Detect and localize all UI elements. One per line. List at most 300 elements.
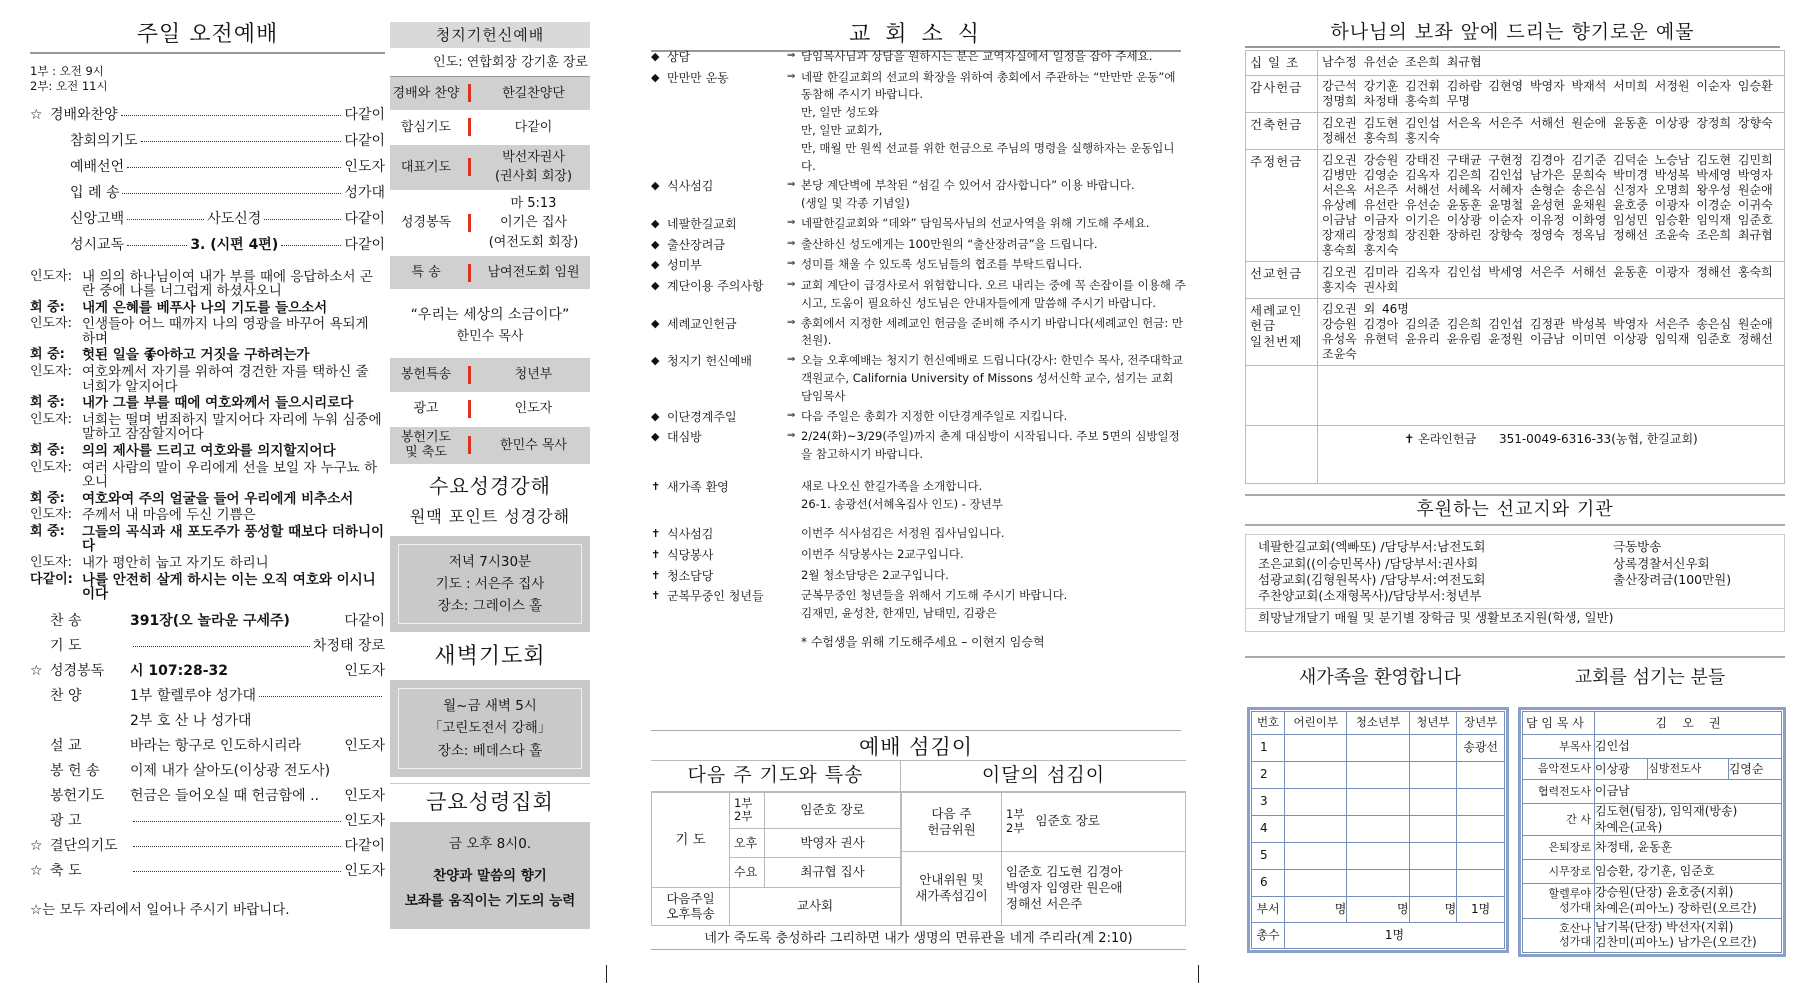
news-text: 2/24(화)~3/29(주일)까지 춘계 대심방이 시작됩니다. 주보 5면의 심방일정을 참고하시기 바랍니다. bbox=[801, 429, 1180, 461]
reading-speaker: 회 중: bbox=[30, 347, 65, 363]
panel-offering bbox=[1235, 0, 1795, 992]
servant-role: 부목사 bbox=[1523, 735, 1595, 759]
reading-line bbox=[30, 525, 385, 554]
news-note: * 수험생을 위해 기도해주세요 – 이현지 임승혁 bbox=[801, 634, 1045, 649]
stand-note: ☆는 모두 자리에서 일어나 주시기 바랍니다. bbox=[30, 901, 290, 918]
newfamily-row bbox=[1252, 815, 1505, 842]
order-detail: 사도신경 bbox=[207, 210, 262, 227]
news-text: 다음 주일은 총회가 지정한 이단경계주일로 지킵니다. bbox=[801, 408, 1068, 423]
wednesday-time: 저녁 7시30분 bbox=[448, 553, 532, 570]
order-detail: 1부 할렐루야 성가대 bbox=[130, 687, 256, 704]
offering-names: 김오권 강승원 강태진 구태균 구현정 김경아 김기준 김덕순 노승남 김도현 김민희 김병만 김영순 김옥자 김은희 김인섭 남가은 문희숙 박미경 박성복 박세영 박영자 서은옥 서은주 서해선 서혜옥 서혜자 손형순 송은심 신정자 오명희 왕우성 원순애 유상례 유선란 유선순 윤동훈 윤명철 윤성현 윤채원 윤호중 이광자 이경순 이귀숙 이금남 이금자 이기은 이상광 이순자 이유정 이화영 임성민 임승환 임익재 임준호 장재리 장정희 장진환 장하린 장향숙 정영숙 정옥님 정해선 조윤숙 조은희 최규협 홍숙희 홍지숙 bbox=[1318, 149, 1785, 261]
news-label: 새가족 환영 bbox=[667, 479, 729, 494]
panel-sunday bbox=[0, 0, 600, 992]
servant-name: 강승원(단장) 윤호중(지휘) 차예은(피아노) 장하린(오르간) bbox=[1595, 884, 1782, 919]
reading-speaker: 인도자: bbox=[30, 459, 73, 475]
reading-line bbox=[30, 492, 385, 507]
order-item bbox=[30, 106, 385, 132]
steward-row-value: 다같이 bbox=[514, 119, 553, 135]
order-label: 신앙고백 bbox=[70, 210, 125, 227]
reading-line bbox=[30, 556, 385, 571]
worship-order bbox=[30, 106, 385, 262]
steward-row-label: 광고 bbox=[413, 401, 439, 417]
dawn-box bbox=[390, 680, 590, 777]
newfamily-cell bbox=[1285, 761, 1347, 788]
offering-row bbox=[1246, 261, 1785, 298]
servant-name: 임승환, 강기훈, 임준호 bbox=[1595, 860, 1782, 884]
news-bullet: ◆ bbox=[651, 354, 660, 368]
news-item bbox=[651, 315, 1186, 351]
news-text: 네팔 한길교회의 선교의 확장을 위하여 총회에서 주관하는 “만만만 운동”에 동참해 주시기 바랍니다. 만, 일만 성도와 만, 일만 교회가, 만, 매월 만 원씩 선교를 위한 헌금으로 주님의 명령을 실행하자는 운동입니다. bbox=[801, 69, 1176, 173]
prayer-k1: 1부 2부 bbox=[730, 792, 765, 829]
news-item bbox=[651, 215, 1186, 234]
reading-text: 내가 평안히 눕고 자기도 하리니 bbox=[82, 554, 269, 571]
order-item bbox=[30, 236, 385, 262]
reading-text: 여호와께서 자기를 위하여 경건한 자를 택하신 줄 너희가 알지어다 bbox=[82, 364, 369, 395]
divider-bar bbox=[468, 158, 471, 176]
divider-bar bbox=[468, 400, 471, 418]
order-item bbox=[30, 132, 385, 158]
newfamily-cell: 6 bbox=[1252, 869, 1285, 896]
news-bullet: ◆ bbox=[651, 179, 660, 193]
newfamily-col: 청년부 bbox=[1409, 712, 1457, 735]
order-label: 경배와찬양 bbox=[50, 106, 118, 123]
steward-row-label: 경배와 찬양 bbox=[392, 85, 460, 101]
servant-role: 간 사 bbox=[1523, 803, 1595, 835]
order-item bbox=[30, 762, 385, 787]
divider-bar bbox=[468, 118, 471, 136]
steward-row bbox=[390, 77, 590, 111]
offering-type: 십 일 조 bbox=[1246, 51, 1318, 76]
newfamily-cell: 2 bbox=[1252, 761, 1285, 788]
order-person: 인도자 bbox=[344, 787, 385, 804]
wednesday-sub: 원맥 포인트 성경강해 bbox=[409, 506, 571, 526]
news-arrow: ⇒ bbox=[787, 217, 796, 229]
newfamily-cell: 4 bbox=[1252, 815, 1285, 842]
sermon-preacher: 한민수 목사 bbox=[456, 329, 524, 345]
friday-theme-2: 보좌를 움직이는 기도의 능력 bbox=[404, 892, 576, 909]
newfamily-sum-cell: 명 bbox=[1409, 896, 1457, 922]
news-text: 네팔한길교회와 “데와” 담임목사님의 선교사역을 위해 기도해 주세요. bbox=[801, 216, 1150, 231]
guide-value: 임준호 김도현 김경아 박영자 임영란 원은애 정해선 서은주 bbox=[1002, 851, 1186, 925]
special-label: 다음주일 오후특송 bbox=[652, 887, 730, 925]
news-arrow: ⇒ bbox=[787, 354, 796, 366]
newfamily-sum-cell: 명 bbox=[1347, 896, 1409, 922]
order-person: 인도자 bbox=[344, 158, 385, 175]
news-text: 교회 계단이 급경사로서 위험합니다. 오르 내리는 중에 꼭 손잡이를 이용해 주시고, 도움이 필요하신 성도님은 안내자들에게 말씀해 주시기 바랍니다. bbox=[801, 277, 1186, 310]
servant-role: 은퇴장로 bbox=[1523, 836, 1595, 860]
offering-type: 주정헌금 bbox=[1246, 149, 1318, 261]
fold-line-1 bbox=[606, 965, 607, 983]
pastor-label: 담 임 목 사 bbox=[1523, 712, 1595, 735]
servant-name: 김도현(팀장), 임익재(방송) 차예은(교육) bbox=[1595, 803, 1782, 835]
order-person: 다같이 bbox=[344, 612, 385, 629]
order-person: 다같이 bbox=[344, 106, 385, 123]
steward-row bbox=[390, 145, 590, 191]
order-person: 다같이 bbox=[344, 837, 385, 854]
order-label: 예배선언 bbox=[70, 158, 125, 175]
newfamily-sum-cell: 부서 bbox=[1252, 896, 1285, 922]
newfamily-col: 청소년부 bbox=[1347, 712, 1409, 735]
prayer-k2: 오후 bbox=[730, 829, 765, 858]
finance-v: 임준호 장로 bbox=[1032, 792, 1186, 851]
dawn-title: 새벽기도회 bbox=[434, 644, 546, 670]
newfamily-col: 번호 bbox=[1252, 712, 1285, 735]
servant-row bbox=[1523, 918, 1782, 953]
news-bullet: ✝ bbox=[651, 548, 661, 561]
servant-row bbox=[1523, 759, 1782, 780]
news-label: 군복무중인 청년들 bbox=[667, 589, 764, 604]
reading-text: 여러 사람의 말이 우리에게 선을 보일 자 누구뇨 하오니 bbox=[82, 459, 378, 491]
news-arrow: ⇒ bbox=[787, 278, 796, 290]
newfamily-cell bbox=[1347, 869, 1409, 896]
servants-header bbox=[1523, 712, 1782, 735]
reading-speaker: 다같이: bbox=[30, 571, 73, 587]
service-times bbox=[30, 64, 385, 94]
servants-title: 교회를 섬기는 분들 bbox=[1515, 656, 1785, 690]
order-item bbox=[30, 612, 385, 637]
offering-names: 김오권 김도현 김인섭 서은옥 서은주 서해선 원순애 윤동훈 이상광 장정희 장향숙 정해선 홍숙희 홍지숙 bbox=[1318, 112, 1785, 149]
reading-line bbox=[30, 461, 385, 490]
serving-area bbox=[651, 760, 1186, 950]
wednesday-box bbox=[390, 536, 590, 633]
order-person: 차정태 장로 bbox=[312, 637, 385, 654]
order-item bbox=[30, 862, 385, 887]
steward-row-label: 봉헌기도 및 축도 bbox=[400, 429, 452, 461]
newfamily-cell bbox=[1457, 788, 1505, 815]
prayer-v3: 최규협 집사 bbox=[765, 858, 901, 887]
reading-speaker: 회 중: bbox=[30, 299, 65, 315]
news-text: 담임목사님과 상담을 원하시는 분은 교역자실에서 일정을 잡아 주세요. bbox=[801, 49, 1153, 63]
servant-name: 김인섭 bbox=[1595, 735, 1782, 759]
newfamily-cell bbox=[1409, 869, 1457, 896]
newfamily-cell bbox=[1285, 788, 1347, 815]
newfamily-col: 어린이부 bbox=[1285, 712, 1347, 735]
dawn-topic: 「고린도전서 강해」 bbox=[428, 720, 552, 737]
order-detail: 헌금은 들어오실 때 헌금함에 .. bbox=[130, 787, 319, 804]
star-marker: ☆ bbox=[30, 837, 43, 854]
news-list bbox=[651, 48, 1186, 651]
newfamily-row bbox=[1252, 869, 1505, 896]
servant-role: 호산나 성가대 bbox=[1523, 918, 1595, 953]
news-item bbox=[651, 48, 1186, 67]
newfamily-sum bbox=[1252, 896, 1505, 922]
news-bullet: ✝ bbox=[651, 568, 661, 582]
news-item bbox=[651, 428, 1186, 464]
divider-bar bbox=[468, 214, 471, 232]
reading-speaker: 회 중: bbox=[30, 395, 65, 411]
order-detail: 3. (시편 4편) bbox=[190, 236, 279, 253]
offering-row bbox=[1246, 298, 1785, 365]
divider-bar bbox=[468, 366, 471, 384]
newfamily-cell bbox=[1347, 734, 1409, 761]
offering-title: 하나님의 보좌 앞에 드리는 향기로운 예물 bbox=[1245, 20, 1780, 48]
news-label: 청소담당 bbox=[667, 568, 714, 583]
servant-row bbox=[1523, 836, 1782, 860]
serving-title: 예배 섬김이 bbox=[651, 730, 1181, 761]
reading-text: 내 의의 하나님이여 내가 부를 때에 응답하소서 곤란 중에 나를 너그럽게 하셨사오니 bbox=[82, 268, 373, 300]
missions-left bbox=[1258, 539, 1613, 604]
newfamily-sum-cell: 명 bbox=[1285, 896, 1347, 922]
servant-name: 김영순 bbox=[1728, 759, 1781, 780]
newfamily-row bbox=[1252, 734, 1505, 761]
reading-line bbox=[30, 270, 385, 299]
news-text: 출산하신 성도에게는 100만원의 “출산장려금”을 드립니다. bbox=[801, 236, 1098, 251]
reading-speaker: 인도자: bbox=[30, 316, 73, 332]
mission-support: 상록경찰서신우회 bbox=[1613, 555, 1710, 571]
missions-title: 후원하는 선교지와 기관 bbox=[1245, 494, 1785, 526]
order-item bbox=[30, 158, 385, 184]
news-text: 본당 계단벽에 부착된 “섬길 수 있어서 감사합니다” 이용 바랍니다. (생일 및 각종 기념일) bbox=[801, 178, 1135, 211]
newfamily-cell bbox=[1347, 788, 1409, 815]
newfamily-cell bbox=[1457, 842, 1505, 869]
order-person: 인도자 bbox=[344, 737, 385, 754]
offering-row bbox=[1246, 112, 1785, 149]
friday-theme: 찬양과 말씀의 향기 bbox=[433, 868, 547, 885]
order-label: 찬 양 bbox=[50, 687, 82, 704]
offering-type: 건축헌금 bbox=[1246, 112, 1318, 149]
newfamily-cell: 3 bbox=[1252, 788, 1285, 815]
panel-news bbox=[645, 0, 1190, 992]
order-item bbox=[30, 837, 385, 862]
news-bullet: ◆ bbox=[651, 50, 660, 63]
steward-row bbox=[390, 111, 590, 145]
mission-item: 네팔한길교회(엑빠또) /담당부서:남전도회 bbox=[1258, 539, 1486, 555]
friday-box bbox=[390, 822, 590, 929]
order-item bbox=[30, 184, 385, 210]
offering-names: 김오권 외 46명 강승원 김경아 김의준 김은희 김인섭 김정관 박성복 박영자 서은주 송은심 원순애 유성옥 유현덕 윤유리 윤유림 윤정원 이금남 이미연 이상광 임익재 임준호 정해선 조윤숙 bbox=[1318, 298, 1785, 365]
news-text: 새로 나오신 한길가족을 소개합니다. 26-1. 송광선(서혜옥집사 인도) - 장년부 bbox=[801, 478, 1003, 511]
steward-row bbox=[390, 427, 590, 465]
news-arrow: ⇒ bbox=[787, 316, 796, 328]
steward-row bbox=[390, 256, 590, 290]
wednesday-title: 수요성경강해 bbox=[429, 473, 551, 498]
order-label: 축 도 bbox=[50, 862, 82, 879]
servants-box bbox=[1518, 707, 1786, 957]
prayer-v1: 임준호 장로 bbox=[765, 792, 901, 829]
news-text: 이번주 식사섬김은 서정원 집사님입니다. bbox=[801, 526, 1005, 541]
newfamily-cell bbox=[1285, 842, 1347, 869]
offering-names: 강근석 강기훈 김건휘 김하람 김현영 박영자 박재석 서미희 서정원 이순자 임승환 정명희 차정태 홍숙희 무명 bbox=[1318, 75, 1785, 112]
steward-row-value: 인도자 bbox=[514, 401, 553, 417]
news-bullet: ◆ bbox=[651, 278, 660, 292]
news-label: 상담 bbox=[667, 50, 691, 64]
order-label: 결단의기도 bbox=[50, 837, 118, 854]
newfamily-cell bbox=[1457, 761, 1505, 788]
wednesday-prayer: 기도 : 서은주 집사 bbox=[435, 575, 545, 592]
order-label: 봉 헌 송 bbox=[50, 762, 100, 779]
order-detail: 시 107:28-32 bbox=[130, 662, 228, 679]
steward-row-value: 마 5:13 이기은 집사 (여전도회 회장) bbox=[488, 195, 579, 250]
newfamily-cell bbox=[1347, 815, 1409, 842]
next-week-title: 다음 주 기도와 특송 bbox=[651, 761, 901, 791]
newfamily-cell bbox=[1347, 761, 1409, 788]
prayer-table bbox=[651, 792, 901, 926]
reading-speaker: 회 중: bbox=[30, 490, 65, 506]
newfamily-cell: 5 bbox=[1252, 842, 1285, 869]
steward-row-value: 박선자권사 (권사회 회장) bbox=[494, 149, 573, 185]
order-label: 참회의기도 bbox=[70, 132, 138, 149]
order-label: 기 도 bbox=[50, 637, 82, 654]
responsive-reading bbox=[30, 270, 385, 602]
newfamily-cell bbox=[1285, 815, 1347, 842]
newfamily-sum-cell: 1명 bbox=[1457, 896, 1505, 922]
order-person: 다같이 bbox=[344, 132, 385, 149]
newfamily-col: 장년부 bbox=[1457, 712, 1505, 735]
news-text: 총회에서 지정한 세례교인 헌금을 준비해 주시기 바랍니다(세례교인 헌금: 만 천원). bbox=[801, 315, 1183, 348]
newfamily-row bbox=[1252, 761, 1505, 788]
online-offering: ✝ 온라인헌금 351-0049-6316-33(농협, 한길교회) bbox=[1318, 425, 1785, 483]
reading-line bbox=[30, 396, 385, 411]
prayer-k3: 수요 bbox=[730, 858, 765, 887]
order-item bbox=[30, 812, 385, 837]
finance-label: 다음 주 헌금위원 bbox=[902, 792, 1002, 851]
steward-row-label: 대표기도 bbox=[400, 159, 452, 175]
star-marker: ☆ bbox=[30, 106, 43, 123]
pastor-name: 김 오 권 bbox=[1595, 712, 1782, 735]
order-detail: 이제 내가 살아도(이상광 전도사) bbox=[130, 762, 331, 779]
reading-speaker: 인도자: bbox=[30, 554, 73, 570]
newfamily-cell bbox=[1285, 869, 1347, 896]
steward-row-label: 특 송 bbox=[411, 265, 441, 280]
newfamily-cell bbox=[1457, 815, 1505, 842]
servant-role: 할렐루야 성가대 bbox=[1523, 884, 1595, 919]
reading-text: 헛된 일을 좋아하고 거짓을 구하려는가 bbox=[82, 347, 310, 364]
reading-line bbox=[30, 317, 385, 346]
servants-table bbox=[1522, 711, 1782, 953]
mission-item: 섬광교회(김형원목사) /담당부서:여전도회 bbox=[1258, 571, 1486, 587]
news-arrow: ⇒ bbox=[787, 258, 796, 270]
servant-role: 심방전도사 bbox=[1648, 759, 1729, 780]
offering-row bbox=[1246, 51, 1785, 76]
news-label: 식당봉사 bbox=[667, 548, 714, 562]
order-detail: 바라는 항구로 인도하시리라 bbox=[130, 737, 302, 754]
missions-box bbox=[1245, 534, 1785, 609]
reading-text: 주께서 내 마음에 두신 기쁨은 bbox=[82, 507, 256, 524]
order-person: 인도자 bbox=[344, 812, 385, 829]
news-arrow: ⇒ bbox=[787, 179, 796, 191]
dawn-time: 월~금 새벽 5시 bbox=[443, 698, 537, 714]
servant-name: 이금남 bbox=[1595, 779, 1782, 803]
servant-row bbox=[1523, 779, 1782, 803]
news-item bbox=[651, 525, 1186, 544]
offering-row bbox=[1246, 75, 1785, 112]
steward-column bbox=[390, 22, 590, 929]
news-label: 세례교인헌금 bbox=[667, 316, 737, 331]
news-label: 성미부 bbox=[667, 258, 702, 273]
newfamily-cell bbox=[1409, 788, 1457, 815]
order-label: 광 고 bbox=[50, 812, 82, 829]
prayer-v2: 박영자 권사 bbox=[765, 829, 901, 858]
newfamily-cell: 송광선 bbox=[1457, 734, 1505, 761]
divider-bar bbox=[468, 436, 471, 454]
servant-row bbox=[1523, 735, 1782, 759]
sunday-title: 주일 오전예배 bbox=[30, 20, 385, 54]
reading-line bbox=[30, 348, 385, 363]
reading-speaker: 인도자: bbox=[30, 268, 73, 284]
steward-row-value: 한민수 목사 bbox=[500, 437, 567, 453]
news-item bbox=[651, 587, 1186, 623]
steward-row bbox=[390, 359, 590, 393]
newfamily-box bbox=[1247, 707, 1509, 953]
order-label: 봉헌기도 bbox=[50, 787, 105, 804]
fold-line-2 bbox=[1198, 965, 1199, 983]
reading-line bbox=[30, 413, 385, 442]
guide-label: 안내위원 및 새가족섬김이 bbox=[902, 851, 1002, 925]
order-label: 입 례 송 bbox=[70, 184, 120, 201]
steward-row-label: 성경봉독 bbox=[400, 215, 452, 231]
reading-text: 그들의 곡식과 새 포도주가 풍성할 때보다 더하니이다 bbox=[82, 523, 385, 555]
news-arrow: ⇒ bbox=[787, 50, 796, 61]
offering-type: 선교헌금 bbox=[1246, 261, 1318, 298]
newfamily-cell bbox=[1347, 842, 1409, 869]
newfamily-row bbox=[1252, 788, 1505, 815]
divider-bar bbox=[468, 84, 471, 102]
order-item bbox=[30, 210, 385, 236]
reading-text: 내가 그를 부를 때에 여호와께서 들으시리로다 bbox=[82, 395, 354, 412]
news-label: 출산장려금 bbox=[667, 237, 725, 252]
order-person: 다같이 bbox=[344, 210, 386, 227]
servant-role: 시무장로 bbox=[1523, 860, 1595, 884]
order-item bbox=[30, 712, 385, 737]
order-detail: 391장(오 놀라운 구세주) bbox=[130, 612, 290, 629]
steward-order-2 bbox=[390, 359, 590, 465]
steward-row-label: 봉헌특송 bbox=[400, 367, 452, 383]
news-label: 만만만 운동 bbox=[667, 70, 729, 85]
news-text: 이번주 식당봉사는 2교구입니다. bbox=[801, 547, 964, 561]
news-item bbox=[651, 277, 1186, 313]
news-item bbox=[651, 478, 1186, 514]
news-label: 식사섬김 bbox=[667, 179, 714, 194]
news-label: 이단경계주일 bbox=[667, 409, 737, 424]
offering-names: 김오권 김미라 김옥자 김인섭 박세영 서은주 서해선 윤동훈 이광자 정해선 홍숙희 홍지숙 권사회 bbox=[1318, 261, 1785, 298]
reading-speaker: 인도자: bbox=[30, 507, 73, 523]
news-item bbox=[651, 236, 1186, 255]
month-table bbox=[901, 792, 1186, 926]
news-label: 네팔한길교회 bbox=[667, 217, 737, 232]
news-item bbox=[651, 352, 1186, 405]
news-bullet: ◆ bbox=[651, 258, 660, 272]
news-text: 오늘 오후예배는 청지기 헌신예배로 드립니다(강사: 한민수 목사, 전주대학교 객원교수, California University of Missons 성서신학 교수, 섬기는 교회 담임목사 bbox=[801, 353, 1183, 403]
reading-line bbox=[30, 508, 385, 523]
friday-time: 금 오후 8시0. bbox=[448, 836, 532, 853]
steward-row-value: 청년부 bbox=[514, 367, 553, 383]
prayer-label: 기 도 bbox=[652, 792, 730, 887]
order-label: 성시교독 bbox=[70, 236, 125, 253]
newfamily-title: 새가족을 환영합니다 bbox=[1245, 656, 1515, 690]
order-item bbox=[30, 637, 385, 662]
missions-bottom: 희망날개달기 매월 및 분기별 장학금 및 생활보조지원(학생, 일반) bbox=[1245, 608, 1785, 632]
servant-name: 이상광 bbox=[1595, 759, 1648, 780]
order-label: 설 교 bbox=[50, 737, 82, 754]
reading-text: 여호와여 주의 얼굴을 들어 우리에게 비추소서 bbox=[82, 490, 354, 507]
sermon-box bbox=[390, 290, 590, 358]
newfamily-row bbox=[1252, 842, 1505, 869]
reading-text: 나를 안전히 살게 하시는 이는 오직 여호와 이시니이다 bbox=[82, 571, 376, 603]
divider-bar bbox=[468, 264, 471, 282]
news-item bbox=[651, 256, 1186, 275]
steward-title: 청지기헌신예배 bbox=[390, 22, 590, 48]
sunday-column bbox=[30, 20, 385, 919]
reading-speaker: 인도자: bbox=[30, 411, 73, 427]
news-bullet: ✝ bbox=[651, 589, 661, 603]
offering-type: 감사헌금 bbox=[1246, 75, 1318, 112]
reading-speaker: 회 중: bbox=[30, 442, 65, 458]
steward-row-value: 남여전도회 임원 bbox=[487, 265, 580, 281]
news-item bbox=[651, 546, 1186, 565]
dawn-place: 장소: 베데스다 홀 bbox=[437, 742, 543, 759]
finance-k: 1부 2부 bbox=[1002, 792, 1032, 851]
